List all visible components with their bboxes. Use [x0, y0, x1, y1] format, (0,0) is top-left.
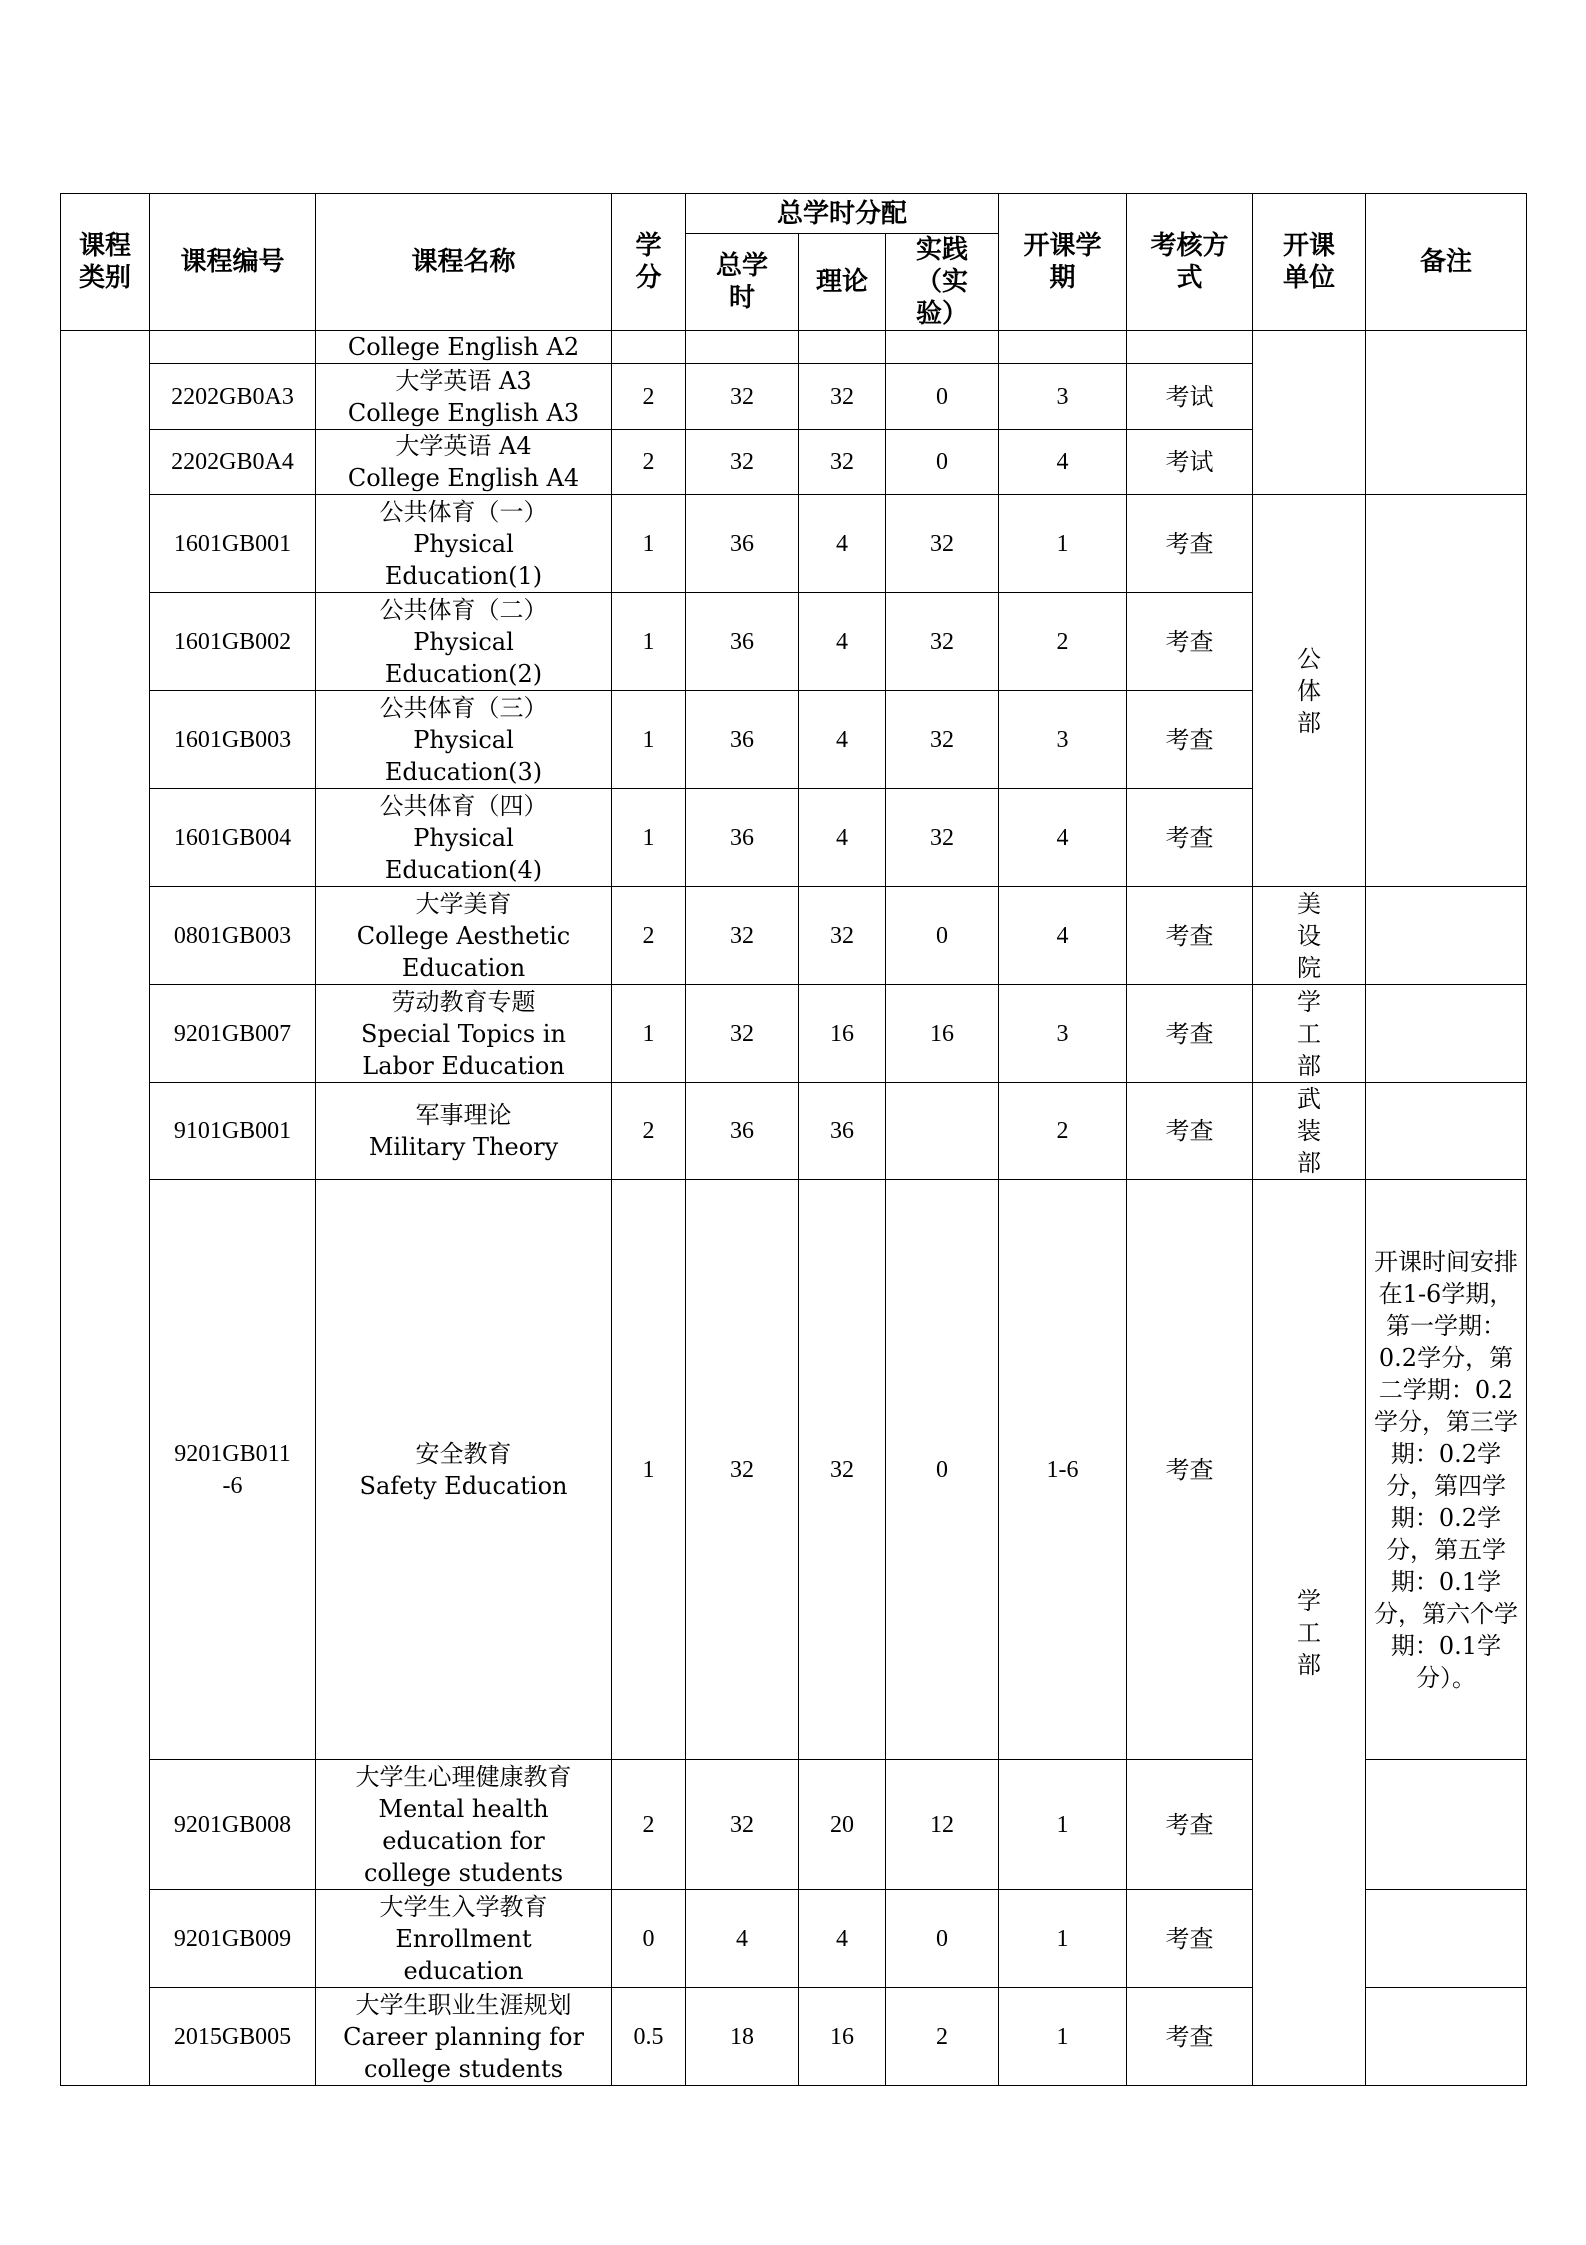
credit: 2 [612, 430, 686, 495]
header-practice: 实践（实验） [886, 234, 999, 331]
course-code [150, 331, 316, 364]
course-name-zh: 军事理论 [415, 1101, 512, 1129]
course-name-en: College English A2 [347, 333, 580, 361]
header-assessment: 考核方式 [1127, 194, 1253, 331]
practice-hours: 12 [886, 1760, 999, 1890]
unit-student-affairs: 学工部 [1253, 985, 1366, 1083]
assessment: 考查 [1127, 593, 1253, 691]
assessment: 考查 [1127, 985, 1253, 1083]
total-hours: 32 [686, 887, 799, 985]
assessment: 考查 [1127, 1180, 1253, 1760]
semester: 1 [999, 495, 1127, 593]
header-semester: 开课学期 [999, 194, 1127, 331]
total-hours: 36 [686, 1083, 799, 1180]
course-code: 1601GB003 [150, 691, 316, 789]
course-name [316, 331, 612, 364]
practice-hours: 0 [886, 430, 999, 495]
course-name-en: Physical Education(4) [384, 823, 543, 884]
table-row [61, 331, 1527, 364]
unit-art: 美设院 [1253, 887, 1366, 985]
course-name [316, 1988, 612, 2086]
total-hours: 4 [686, 1890, 799, 1988]
practice-hours [886, 331, 999, 364]
header-code: 课程编号 [150, 194, 316, 331]
notes-cell [1366, 1760, 1527, 1890]
header-hours-group: 总学时分配 [686, 194, 999, 234]
course-name [316, 1890, 612, 1988]
table-row [61, 1083, 1527, 1180]
course-name-en: Mental health education for college students [363, 1794, 564, 1887]
assessment: 考查 [1127, 789, 1253, 887]
semester: 1-6 [999, 1180, 1127, 1760]
table-row [61, 887, 1527, 985]
course-name-zh: 大学美育 [415, 889, 512, 918]
theory-hours: 32 [799, 364, 886, 430]
credit: 0.5 [612, 1988, 686, 2086]
practice-hours: 0 [886, 364, 999, 430]
semester: 1 [999, 1988, 1127, 2086]
total-hours: 36 [686, 691, 799, 789]
assessment: 考查 [1127, 1083, 1253, 1180]
header-unit: 开课单位 [1253, 194, 1366, 331]
table-row [61, 985, 1527, 1083]
notes-cell [1366, 1988, 1527, 2086]
course-name-en: Career planning for college students [343, 2022, 584, 2083]
unit-military: 武装部 [1253, 1083, 1366, 1180]
course-code: 2202GB0A3 [150, 364, 316, 430]
practice-hours: 32 [886, 691, 999, 789]
credit: 2 [612, 887, 686, 985]
notes-cell [1366, 1083, 1527, 1180]
practice-hours: 0 [886, 1890, 999, 1988]
course-name-en: College English A3 [347, 398, 580, 427]
semester: 1 [999, 1890, 1127, 1988]
course-name-zh: 劳动教育专题 [391, 987, 536, 1016]
credit [612, 331, 686, 364]
header-credit: 学分 [612, 194, 686, 331]
total-hours: 18 [686, 1988, 799, 2086]
notes-cell [1366, 495, 1527, 887]
course-name [316, 430, 612, 495]
course-name-zh: 公共体育（一） [379, 497, 548, 526]
notes-cell [1366, 331, 1527, 495]
course-name-en: Special Topics in Labor Education [361, 1019, 566, 1080]
credit: 1 [612, 593, 686, 691]
course-name-en: Military Theory [368, 1133, 559, 1161]
course-code: 9201GB007 [150, 985, 316, 1083]
header-theory: 理论 [799, 234, 886, 331]
semester: 2 [999, 1083, 1127, 1180]
assessment: 考查 [1127, 887, 1253, 985]
total-hours: 36 [686, 789, 799, 887]
semester: 4 [999, 887, 1127, 985]
course-name-zh: 公共体育（三） [379, 693, 548, 722]
category-cell [61, 331, 150, 2086]
course-name [316, 1760, 612, 1890]
theory-hours [799, 331, 886, 364]
credit: 2 [612, 1760, 686, 1890]
course-name-en: College Aesthetic Education [356, 921, 571, 982]
credit: 1 [612, 495, 686, 593]
assessment: 考查 [1127, 1760, 1253, 1890]
course-name [316, 364, 612, 430]
course-code: 1601GB004 [150, 789, 316, 887]
practice-hours: 2 [886, 1988, 999, 2086]
theory-hours: 16 [799, 1988, 886, 2086]
course-name-zh: 大学生职业生涯规划 [355, 1990, 572, 2019]
table-row [61, 1180, 1527, 1760]
total-hours [686, 331, 799, 364]
course-name-en: Physical Education(2) [384, 627, 543, 688]
notes-safety: 开课时间安排在1-6学期，第一学期：0.2学分，第二学期：0.2学分，第三学期：0.2学分，第四学期：0.2学分，第五学期：0.1学分，第六个学期：0.1学分）。 [1366, 1180, 1527, 1760]
course-name [316, 1083, 612, 1180]
assessment [1127, 331, 1253, 364]
course-code: 1601GB001 [150, 495, 316, 593]
semester: 3 [999, 364, 1127, 430]
credit: 0 [612, 1890, 686, 1988]
practice-hours: 32 [886, 495, 999, 593]
practice-hours: 0 [886, 887, 999, 985]
course-name [316, 789, 612, 887]
practice-hours: 32 [886, 593, 999, 691]
course-name-en: Safety Education [359, 1471, 568, 1500]
semester: 4 [999, 789, 1127, 887]
course-code: 2015GB005 [150, 1988, 316, 2086]
assessment: 考查 [1127, 1988, 1253, 2086]
total-hours: 32 [686, 430, 799, 495]
course-name [316, 985, 612, 1083]
theory-hours: 32 [799, 1180, 886, 1760]
credit: 1 [612, 691, 686, 789]
course-name [316, 887, 612, 985]
course-name [316, 495, 612, 593]
unit-pe: 公体部 [1253, 495, 1366, 887]
assessment: 考试 [1127, 364, 1253, 430]
notes-cell [1366, 985, 1527, 1083]
table-row [61, 495, 1527, 593]
course-code: 9101GB001 [150, 1083, 316, 1180]
course-code: 9201GB011 -6 [150, 1180, 316, 1760]
course-name [316, 691, 612, 789]
theory-hours: 4 [799, 1890, 886, 1988]
header-name: 课程名称 [316, 194, 612, 331]
course-name-zh: 公共体育（二） [379, 595, 548, 624]
theory-hours: 16 [799, 985, 886, 1083]
course-code: 9201GB008 [150, 1760, 316, 1890]
course-code: 0801GB003 [150, 887, 316, 985]
total-hours: 32 [686, 985, 799, 1083]
theory-hours: 32 [799, 887, 886, 985]
assessment: 考试 [1127, 430, 1253, 495]
practice-hours [886, 1083, 999, 1180]
course-name-zh: 大学英语 A3 [395, 366, 532, 395]
practice-hours: 16 [886, 985, 999, 1083]
theory-hours: 32 [799, 430, 886, 495]
credit: 1 [612, 789, 686, 887]
total-hours: 32 [686, 364, 799, 430]
practice-hours: 0 [886, 1180, 999, 1760]
semester: 1 [999, 1760, 1127, 1890]
credit: 1 [612, 1180, 686, 1760]
notes-cell [1366, 887, 1527, 985]
theory-hours: 4 [799, 593, 886, 691]
course-name-en: College English A4 [347, 464, 580, 492]
assessment: 考查 [1127, 691, 1253, 789]
course-name-zh: 安全教育 [415, 1439, 512, 1468]
course-name-zh: 大学生入学教育 [379, 1892, 548, 1921]
course-schedule-table [60, 193, 1527, 2086]
practice-hours: 32 [886, 789, 999, 887]
course-name-en: Enrollment education [395, 1924, 532, 1985]
semester: 2 [999, 593, 1127, 691]
course-name [316, 1180, 612, 1760]
theory-hours: 36 [799, 1083, 886, 1180]
course-name-en: Physical Education(3) [384, 725, 543, 786]
total-hours: 36 [686, 495, 799, 593]
assessment: 考查 [1127, 1890, 1253, 1988]
notes-cell [1366, 1890, 1527, 1988]
course-code: 1601GB002 [150, 593, 316, 691]
semester: 3 [999, 691, 1127, 789]
semester: 4 [999, 430, 1127, 495]
total-hours: 32 [686, 1760, 799, 1890]
total-hours: 36 [686, 593, 799, 691]
course-name-en: Physical Education(1) [384, 529, 543, 590]
semester: 3 [999, 985, 1127, 1083]
credit: 2 [612, 364, 686, 430]
course-name-zh: 公共体育（四） [379, 791, 548, 820]
assessment: 考查 [1127, 495, 1253, 593]
theory-hours: 4 [799, 495, 886, 593]
course-name [316, 593, 612, 691]
header-notes: 备注 [1366, 194, 1527, 331]
theory-hours: 4 [799, 789, 886, 887]
credit: 2 [612, 1083, 686, 1180]
course-code: 9201GB009 [150, 1890, 316, 1988]
course-name-zh: 大学英语 A4 [395, 432, 532, 460]
course-name-zh: 大学生心理健康教育 [355, 1762, 572, 1791]
header-category: 课程类别 [61, 194, 150, 331]
header-total-hours: 总学时 [686, 234, 799, 331]
total-hours: 32 [686, 1180, 799, 1760]
unit-student-affairs: 学工部 [1253, 1180, 1366, 2086]
course-code: 2202GB0A4 [150, 430, 316, 495]
unit-cell [1253, 331, 1366, 495]
theory-hours: 4 [799, 691, 886, 789]
theory-hours: 20 [799, 1760, 886, 1890]
credit: 1 [612, 985, 686, 1083]
semester [999, 331, 1127, 364]
